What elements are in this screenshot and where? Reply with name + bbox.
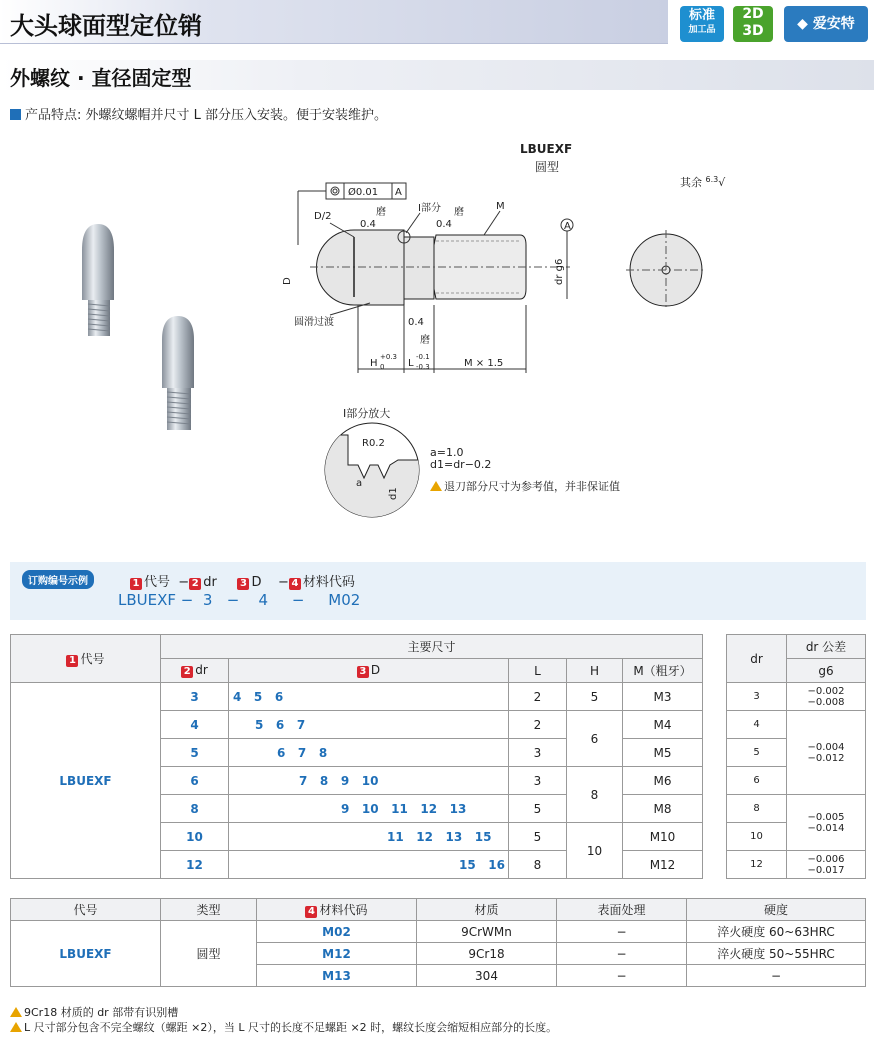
hard-cell: −	[687, 965, 866, 987]
th-code: 1 代号	[11, 635, 161, 683]
order-dash-2: −	[226, 591, 240, 609]
d-cell: 11 12 13 15	[229, 823, 509, 851]
tol-cell: −0.002 −0.008	[787, 683, 866, 711]
tol-datum: A	[395, 187, 402, 198]
d1-equation: d1=dr−0.2	[430, 458, 492, 471]
mat-cell: 304	[417, 965, 557, 987]
grind-3: 磨	[420, 335, 430, 346]
mat-cell: 9CrWMn	[417, 921, 557, 943]
rest-roughness	[680, 174, 725, 190]
h-tol-bot: 0	[380, 363, 385, 371]
badge-3d: 3D	[742, 23, 764, 39]
th-main-dims: 主要尺寸	[161, 635, 703, 659]
r04-a: 0.4	[360, 219, 376, 230]
dr-cell: 12	[727, 851, 787, 879]
dr-cell: 6	[727, 767, 787, 795]
order-dash-3: −	[291, 591, 305, 609]
dr-cell: 4	[161, 711, 229, 739]
a-label: a	[356, 478, 363, 489]
datum-a-mark: A	[564, 221, 571, 232]
d-cell: 15 16	[229, 851, 509, 879]
order-v4: M02	[328, 591, 361, 609]
l-cell: 3	[509, 739, 567, 767]
code-cell: LBUEXF	[11, 683, 161, 879]
note-1: 9Cr18 材质的 dr 部带有识别槽	[10, 1004, 178, 1020]
l-cell: 8	[509, 851, 567, 879]
hard-cell: 淬火硬度 50~55HRC	[687, 943, 866, 965]
mat-code-cell: M12	[257, 943, 417, 965]
m-cell: M12	[623, 851, 703, 879]
num-badge-2b: 2	[181, 666, 193, 678]
dash-1: −	[178, 575, 190, 590]
r04-b: 0.4	[436, 219, 452, 230]
dr-cell: 3	[161, 683, 229, 711]
order-v2: 3	[202, 591, 213, 609]
badge-std-bottom: 加工品	[688, 25, 716, 35]
part-i-label: Ⅰ部分	[418, 203, 441, 214]
th-tol: dr 公差	[787, 635, 866, 659]
order-h3: D	[251, 575, 262, 590]
warning-icon	[10, 1022, 22, 1032]
tol-cell: −0.005 −0.014	[787, 795, 866, 851]
l-tol-top: -0.1	[416, 353, 430, 361]
num-badge-1: 1	[130, 578, 142, 590]
l-tol-bot: -0.3	[416, 363, 430, 371]
d1-label: d1	[388, 487, 399, 500]
dr-cell: 6	[161, 767, 229, 795]
dash-2: −	[278, 575, 289, 590]
l-cell: 3	[509, 767, 567, 795]
order-v3: 4	[258, 591, 268, 609]
m-cell: M10	[623, 823, 703, 851]
h-label: H	[370, 358, 378, 369]
m-cell: M5	[623, 739, 703, 767]
th-hard: 硬度	[687, 899, 866, 921]
th-l: L	[509, 659, 567, 683]
th-d: 3 D	[229, 659, 509, 683]
dr-cell: 10	[727, 823, 787, 851]
d-label: D	[282, 277, 293, 285]
th-code3: 代号	[11, 899, 161, 921]
num-badge-4b: 4	[305, 906, 317, 918]
th-mat: 材质	[417, 899, 557, 921]
warning-icon	[430, 481, 442, 491]
dimension-table	[10, 634, 703, 879]
m-cell: M4	[623, 711, 703, 739]
th-mat-code: 4 材料代码	[257, 899, 417, 921]
dr-cell: 8	[727, 795, 787, 823]
th-g6: g6	[787, 659, 866, 683]
mat-code-cell: M02	[257, 921, 417, 943]
num-badge-2: 2	[189, 578, 201, 590]
dr-cell: 10	[161, 823, 229, 851]
m-length-label: M × 1.5	[464, 358, 504, 369]
tol-frame: Ø0.01	[348, 187, 379, 198]
feature-text: 产品特点: 外螺纹螺帽并尺寸 L 部分压入安装。便于安装维护。	[25, 108, 388, 123]
order-dash-1: −	[180, 591, 194, 609]
d-cell: 7 8 9 10	[229, 767, 509, 795]
num-badge-1b: 1	[66, 655, 78, 667]
l-cell: 2	[509, 711, 567, 739]
d-half-label: D/2	[314, 211, 332, 222]
l-label: L	[408, 358, 414, 369]
warning-icon	[10, 1007, 22, 1017]
m-cell: M6	[623, 767, 703, 795]
r04-c: 0.4	[408, 317, 424, 328]
th-h: H	[567, 659, 623, 683]
roughness-value: 6.3	[705, 175, 719, 184]
num-badge-4: 4	[289, 578, 301, 590]
ref-note-text: 退刀部分尺寸为参考值，并非保证值	[444, 480, 620, 493]
order-h1: 代号	[144, 575, 171, 590]
order-value	[118, 591, 360, 609]
mat-code-cell: M13	[257, 965, 417, 987]
hard-cell: 淬火硬度 60~63HRC	[687, 921, 866, 943]
h-cell: 8	[567, 767, 623, 823]
r02-label: R0.2	[362, 438, 385, 449]
d-cell: 5 6 7	[229, 711, 509, 739]
type-cell: 圆型	[161, 921, 257, 987]
th-dr: 2 dr	[161, 659, 229, 683]
pin-photo-2	[162, 316, 194, 430]
drawing-model: LBUEXF	[520, 142, 573, 156]
l-cell: 5	[509, 823, 567, 851]
code-cell: LBUEXF	[11, 921, 161, 987]
dr-cell: 4	[727, 711, 787, 739]
dr-cell: 3	[727, 683, 787, 711]
drawing-shape: 圆型	[535, 160, 560, 174]
order-header	[130, 571, 355, 590]
rest-label: 其余	[680, 176, 702, 189]
dr-cell: 12	[161, 851, 229, 879]
badge-2d: 2D	[742, 6, 764, 22]
surface-cell: −	[557, 921, 687, 943]
product-photo	[70, 220, 210, 440]
num-badge-3: 3	[237, 578, 249, 590]
brand-icon: ◆	[797, 16, 813, 32]
a-equation: a=1.0	[430, 446, 464, 459]
cad-badge[interactable]	[733, 6, 773, 42]
l-cell: 5	[509, 795, 567, 823]
ref-note	[430, 478, 620, 494]
th-m: M（粗牙）	[623, 659, 703, 683]
pin-drawing	[270, 175, 610, 385]
th-type: 类型	[161, 899, 257, 921]
tolerance-table	[726, 634, 866, 879]
h-cell: 5	[567, 683, 623, 711]
grind-1: 磨	[376, 207, 386, 218]
th-surface: 表面处理	[557, 899, 687, 921]
tol-cell: −0.006 −0.017	[787, 851, 866, 879]
order-h4: 材料代码	[302, 575, 355, 590]
d-cell: 6 7 8	[229, 739, 509, 767]
mat-cell: 9Cr18	[417, 943, 557, 965]
m-cell: M8	[623, 795, 703, 823]
smooth-label: 圆滑过渡	[294, 317, 334, 328]
h-tol-top: +0.3	[380, 353, 397, 361]
roughness-icon: √	[718, 176, 726, 189]
subtitle: 外螺纹 · 直径固定型	[10, 66, 192, 90]
badge-std-top: 标准	[688, 8, 715, 23]
enlarged-detail	[318, 420, 428, 520]
d-cell: 4 5 6	[229, 683, 509, 711]
num-badge-3b: 3	[357, 666, 369, 678]
h-cell: 6	[567, 711, 623, 767]
brand-logo	[784, 6, 868, 42]
note-2: L 尺寸部分包含不完全螺纹（螺距 ×2），当 L 尺寸的长度不足螺距 ×2 时，螺纹长度会缩短相应部分的长度。	[10, 1019, 557, 1035]
m-label: M	[496, 201, 505, 212]
enlarge-title: Ⅰ部分放大	[343, 407, 391, 420]
dr-cell: 5	[161, 739, 229, 767]
dr-cell: 5	[727, 739, 787, 767]
surface-cell: −	[557, 965, 687, 987]
standard-badge	[680, 6, 724, 42]
pin-photo-1	[82, 224, 114, 336]
brand-name: 爱安特	[812, 16, 855, 32]
l-cell: 2	[509, 683, 567, 711]
order-h2: dr	[203, 575, 217, 590]
tol-cell: −0.004 −0.012	[787, 711, 866, 795]
h-cell: 10	[567, 823, 623, 879]
feature-line	[10, 104, 387, 123]
surface-cell: −	[557, 943, 687, 965]
grind-2: 磨	[454, 207, 464, 218]
end-view	[626, 230, 706, 310]
material-table	[10, 898, 866, 987]
dr-cell: 8	[161, 795, 229, 823]
order-tag: 订购编号示例	[22, 570, 94, 589]
th-dr2: dr	[727, 635, 787, 683]
page-title: 大头球面型定位销	[10, 12, 202, 40]
square-bullet-icon	[10, 109, 21, 120]
dr-label: dr g6	[554, 258, 565, 285]
m-cell: M3	[623, 683, 703, 711]
d-cell: 9 10 11 12 13	[229, 795, 509, 823]
order-v1: LBUEXF	[118, 591, 177, 609]
